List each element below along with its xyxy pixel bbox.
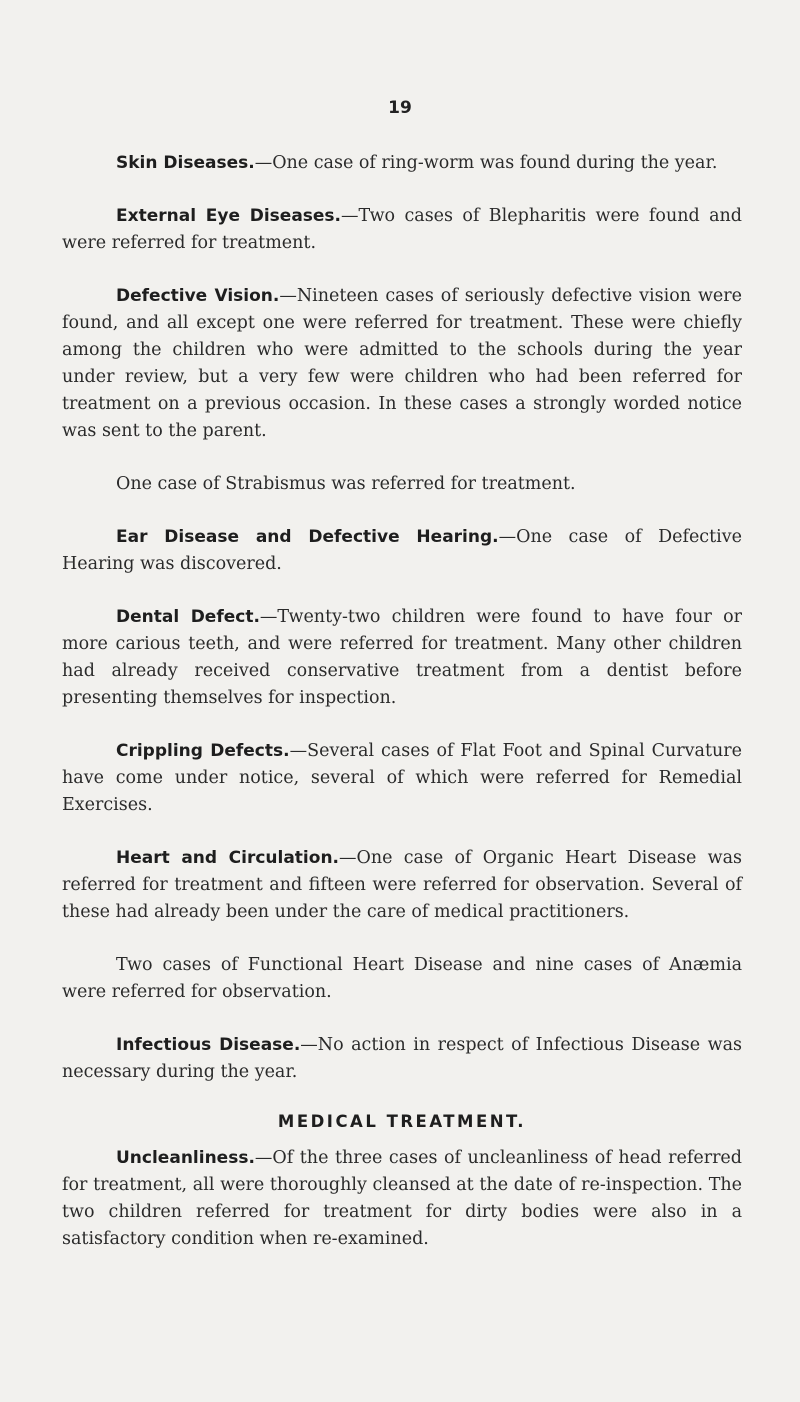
paragraph-text: —Twenty-two children were found to have four or more carious teeth, and were referred for treatment. Many other children had already received conservative treatment from a dentist before presenting themselves for inspection. xyxy=(62,607,742,708)
paragraph-heading: Crippling Defects. xyxy=(116,741,290,761)
paragraph-crippling-defects xyxy=(62,738,742,819)
section-title: MEDICAL TREATMENT. xyxy=(277,1112,527,1131)
paragraph-heading: Uncleanliness. xyxy=(116,1148,255,1168)
page-body xyxy=(62,150,742,1279)
paragraph-heading: Skin Diseases. xyxy=(116,153,255,173)
paragraph-text: —Nineteen cases of seriously defective vision were found, and all except one were referred for treatment. These were chiefly among the children who were admitted to the schools during the year under review, but a very few were children who had been referred for treatment on a previous occasion. In these cases a strongly worded notice was sent to the parent. xyxy=(62,286,743,441)
paragraph-text: —Of the three cases of uncleanliness of head referred for treatment, all were thoroughly cleansed at the date of re-inspection. The two children referred for treatment for dirty bodies were also in a satisfactory condition when re-examined. xyxy=(62,1148,742,1249)
paragraph-heart-circulation xyxy=(62,845,742,926)
paragraph-ear-disease xyxy=(62,524,742,578)
paragraph-strabismus xyxy=(62,471,742,498)
paragraph-text: —Two cases of Blepharitis were found and were referred for treatment. xyxy=(62,206,742,253)
paragraph-functional-heart xyxy=(62,952,742,1006)
paragraph-text: —Several cases of Flat Foot and Spinal Curvature have come under notice, several of which were referred for Remedial Exercises. xyxy=(62,741,742,815)
paragraph-text: —No action in respect of Infectious Disease was necessary during the year. xyxy=(62,1035,742,1082)
paragraph-dental-defect xyxy=(62,604,742,712)
paragraph-defective-vision xyxy=(62,283,742,445)
paragraph-heading: Heart and Circulation. xyxy=(116,848,339,868)
paragraph-text: —One case of Defective Hearing was discovered. xyxy=(62,527,742,574)
paragraph-heading: Infectious Disease. xyxy=(116,1035,301,1055)
paragraph-heading: External Eye Diseases. xyxy=(116,206,342,226)
page-number: 19 xyxy=(388,98,412,118)
paragraph-external-eye-diseases xyxy=(62,203,742,257)
paragraph-text: —One case of ring-worm was found during the year. xyxy=(254,153,718,173)
paragraph-text: —One case of Organic Heart Disease was referred for treatment and fifteen were referred for observation. Several of these had already been under the care of medical practitioners. xyxy=(62,848,742,922)
paragraph-heading: Dental Defect. xyxy=(116,607,260,627)
paragraph-uncleanliness xyxy=(62,1145,742,1253)
paragraph-text: One case of Strabismus was referred for treatment. xyxy=(116,474,576,494)
paragraph-skin-diseases xyxy=(62,150,742,177)
paragraph-text: Two cases of Functional Heart Disease and nine cases of Anæmia were referred for observation. xyxy=(62,955,742,1002)
paragraph-infectious-disease xyxy=(62,1032,742,1086)
paragraph-heading: Defective Vision. xyxy=(116,286,280,306)
paragraph-heading: Ear Disease and Defective Hearing. xyxy=(116,527,499,547)
